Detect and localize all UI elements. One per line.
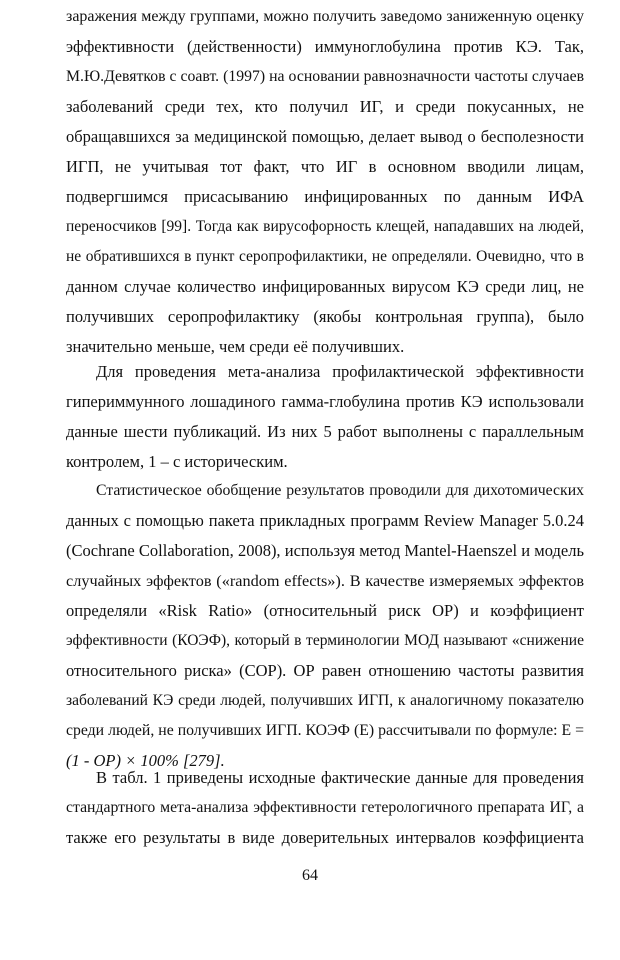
text-line: Статистическое обобщение результатов проводили для дихотомических: [96, 482, 584, 499]
text-line: не обратившихся в пункт серопрофилактики, не определяли. Очевидно, что в: [66, 248, 584, 265]
text-line: также его результаты в виде доверительных интервалов коэффициента: [66, 828, 584, 847]
text-line: М.Ю.Девятков с соавт. (1997) на основании равнозначности частоты случаев: [66, 68, 584, 85]
text-line: подвергшимся присасыванию инфицированных по данным ИФА: [66, 187, 584, 206]
text-line: относительного риска» (СОР). ОР равен отношению частоты развития: [66, 661, 584, 680]
page-number: 64: [302, 867, 318, 884]
paragraph-3: [66, 476, 584, 776]
paragraph-1: [66, 2, 584, 362]
text-line: (Cochrane Collaboration, 2008), используя метод Mantel-Haenszel и модель: [66, 541, 584, 560]
text-line: заболеваний среди тех, кто получил ИГ, и среди покусанных, не: [66, 97, 584, 116]
text-line: обращавшихся за медицинской помощью, делает вывод о бесполезности: [66, 127, 584, 146]
text-line: эффективности (КОЭФ), который в терминологии МОД называют «снижение: [66, 632, 584, 649]
text-line: значительно меньше, чем среди её получивших.: [66, 337, 405, 356]
text-line: Для проведения мета-анализа профилактической эффективности: [96, 362, 584, 381]
text-line: заражения между группами, можно получить заведомо заниженную оценку: [66, 8, 584, 25]
text-line: получивших серопрофилактику (якобы контрольная группа), было: [66, 307, 584, 326]
text-line: определяли «Risk Ratio» (относительный риск ОР) и коэффициент: [66, 601, 584, 620]
text-line: случайных эффектов («random effects»). В качестве измеряемых эффектов: [66, 572, 584, 590]
text-line: контролем, 1 – с историческим.: [66, 452, 288, 471]
text-line: данных с помощью пакета прикладных программ Review Manager 5.0.24: [66, 511, 584, 530]
text-line: данные шести публикаций. Из них 5 работ выполнены с параллельным: [66, 422, 584, 441]
paragraph-4: [66, 763, 584, 853]
text-line: стандартного мета-анализа эффективности гетерологичного препарата ИГ, а: [66, 799, 584, 816]
text-line: ИГП, не учитывая тот факт, что ИГ в основном вводили лицам,: [66, 157, 584, 176]
text-line: эффективности (действенности) иммуноглобулина против КЭ. Так,: [66, 37, 584, 56]
text-line: среди людей, не получивших ИГП. КОЭФ (E) рассчитывали по формуле: E =: [66, 722, 584, 739]
paragraph-2: [66, 357, 584, 477]
text-line: данном случае количество инфицированных вирусом КЭ среди лиц, не: [66, 277, 584, 296]
text-line: заболеваний КЭ среди людей, получивших ИГП, к аналогичному показателю: [66, 692, 584, 709]
text-line: гипериммунного лошадиного гамма-глобулина против КЭ использовали: [66, 392, 584, 411]
text-line: переносчиков [99]. Тогда как вирусофорность клещей, нападавших на людей,: [66, 218, 584, 235]
text-line: (1 - ОР) × 100% [279].: [66, 751, 225, 770]
text-line: В табл. 1 приведены исходные фактические данные для проведения: [96, 768, 584, 787]
